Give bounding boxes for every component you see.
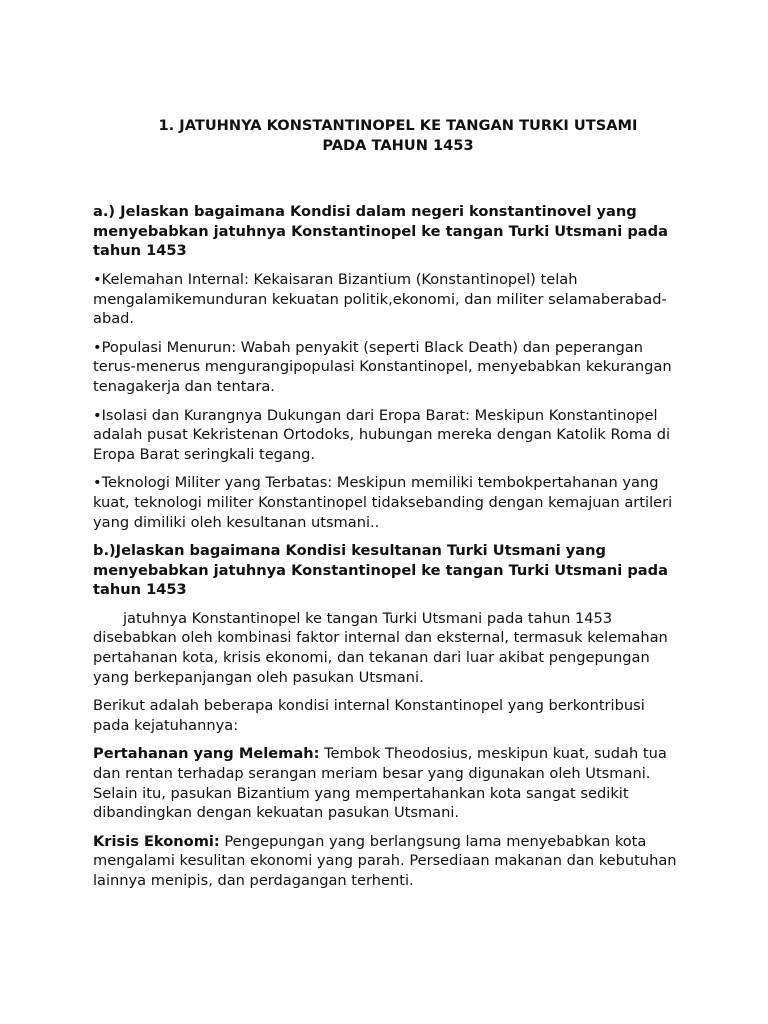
bullet-isolation: •Isolasi dan Kurangnya Dukungan dari Eropa Barat: Meskipun Konstantinopel adalah pusat Kekristenan Ortodoks, hubungan mereka dengan Katolik Roma di Eropa Barat seringkali tegang.: [93, 406, 671, 463]
paragraph-b-intro: jatuhnya Konstantinopel ke tangan Turki Utsmani pada tahun 1453 disebabkan oleh kombinasi faktor internal dan eksternal, termasuk kelemahan pertahanan kota, krisis ekonomi, dan tekanan dari luar akibat pengepungan yang berkepanjangan oleh pasukan Utsmani.: [93, 609, 668, 686]
item-economic-crisis: [93, 832, 683, 891]
bullet-population-decline: •Populasi Menurun: Wabah penyakit (seperti Black Death) dan peperangan terus-menerus mengurangipopulasi Konstantinopel, menyebabkan kekurangan tenagakerja dan tentara.: [93, 338, 672, 395]
bullet-internal-weakness: •Kelemahan Internal: Kekaisaran Bizantium (Konstantinopel) telah mengalamikemunduran kekuatan politik,ekonomi, dan militer selamaberabad-abad.: [93, 270, 667, 328]
title-line-1: 1. JATUHNYA KONSTANTINOPEL KE TANGAN TURKI UTSAMI: [158, 117, 638, 134]
paragraph-b-conditions: Berikut adalah beberapa kondisi internal Konstantinopel yang berkontribusi pada kejatuhannya:: [93, 697, 645, 734]
document-page: [93, 116, 683, 891]
item-weakened-defense-label: Pertahanan yang Melemah:: [93, 745, 320, 763]
item-weakened-defense-text: Tembok Theodosius, meskipun kuat, sudah tua dan rentan terhadap serangan meriam besar yang digunakan oleh Utsmani. Selain itu, pasukan Bizantium yang mempertahankan kota sangat sedikit dibandingkan dengan kekuatan pasukan Utsmani.: [93, 745, 667, 822]
question-b: b.)Jelaskan bagaimana Kondisi kesultanan Turki Utsmani yang menyebabkan jatuhnya Konstantinopel ke tangan Turki Utsmani pada tahun 1453: [93, 542, 668, 599]
item-weakened-defense: [93, 744, 683, 822]
question-a: a.) Jelaskan bagaimana Kondisi dalam negeri konstantinovel yang menyebabkan jatuhnya Konstantinopel ke tangan Turki Utsmani pada tahun 1453: [93, 203, 668, 260]
document-title: [93, 116, 683, 155]
item-economic-crisis-text: Pengepungan yang berlangsung lama menyebabkan kota mengalami kesulitan ekonomi yang parah. Persediaan makanan dan kebutuhan lainnya menipis, dan perdagangan terhenti.: [93, 832, 677, 889]
item-economic-crisis-label: Krisis Ekonomi:: [93, 832, 220, 850]
title-line-2: PADA TAHUN 1453: [322, 136, 474, 154]
bullet-military-technology: •Teknologi Militer yang Terbatas: Meskipun memiliki tembokpertahanan yang kuat, teknologi militer Konstantinopel tidaksebanding dengan kemajuan artileri yang dimiliki oleh kesultanan utsmani..: [93, 474, 673, 531]
